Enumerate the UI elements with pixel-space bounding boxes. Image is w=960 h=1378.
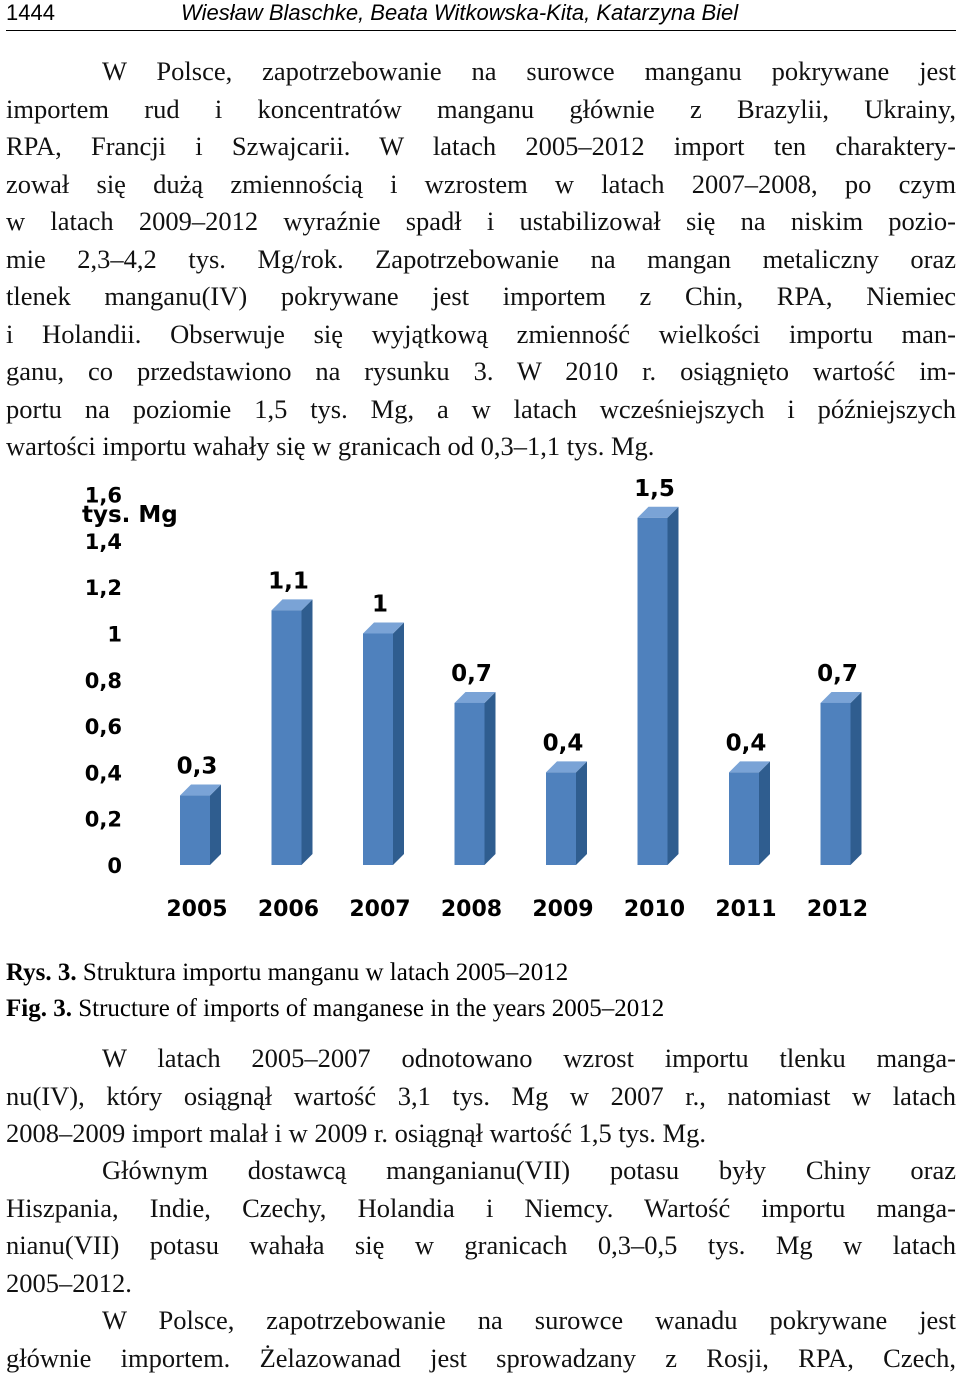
y-tick-labels <box>85 484 122 878</box>
x-tick-labels <box>166 897 868 922</box>
bar-front <box>455 703 485 865</box>
text-line: w latach 2009–2012 wyraźnie spadł i ustabilizował się na niskim pozio- <box>6 206 956 236</box>
data-label: 0,4 <box>725 730 767 757</box>
text-line: W Polsce, zapotrzebowanie na surowce wanadu pokrywane jest <box>102 1305 956 1335</box>
x-tick-label: 2005 <box>166 897 228 922</box>
data-label: 1,1 <box>268 568 309 595</box>
caption-text-english: Structure of imports of manganese in the years 2005–2012 <box>71 995 665 1022</box>
y-tick-label: 0,2 <box>84 807 122 832</box>
bar-2006 <box>268 568 312 865</box>
y-tick-label: 0,6 <box>84 715 122 740</box>
text-line: Głównym dostawcą manganianu(VII) potasu były Chiny oraz <box>102 1155 956 1185</box>
bar-2011 <box>726 730 770 865</box>
caption-english <box>6 991 956 1027</box>
text-line: RPA, Francji i Szwajcarii. W latach 2005–2012 import ten charaktery- <box>6 131 956 161</box>
data-label: 0,7 <box>451 660 492 687</box>
text-line: nu(IV), który osiągnął wartość 3,1 tys. Mg w 2007 r., natomiast w latach <box>6 1080 956 1111</box>
chart-svg <box>70 475 869 930</box>
bar-2009 <box>543 730 587 865</box>
bar-2005 <box>177 754 221 865</box>
x-tick-label: 2011 <box>715 897 777 922</box>
figure-caption <box>6 955 956 1027</box>
page-number: 1444 <box>6 0 55 25</box>
paragraph-manganese-imports <box>6 53 956 466</box>
bar-side <box>210 785 221 865</box>
bar-side <box>576 761 587 865</box>
bar-chart-manganese-imports <box>70 475 869 930</box>
y-tick-label: 0,4 <box>84 761 122 786</box>
bar-side <box>668 507 679 865</box>
text-line: W latach 2005–2007 odnotowano wzrost importu tlenku manga- <box>102 1043 956 1073</box>
text-line: 2008–2009 import malał i w 2009 r. osiągnął wartość 1,5 tys. Mg. <box>6 1118 706 1148</box>
bars <box>177 476 862 865</box>
text-line: nianu(VII) potasu wahała się w granicach 0,3–0,5 tys. Mg w latach <box>6 1230 956 1260</box>
x-tick-label: 2006 <box>257 897 320 922</box>
paragraph-vanadium <box>6 1302 956 1377</box>
bar-2008 <box>451 661 495 865</box>
bar-front <box>272 610 302 865</box>
paragraph-manganese-oxide <box>6 1040 956 1153</box>
text-line: zował się dużą zmiennością i wzrostem w latach 2007–2008, po czym <box>6 168 956 199</box>
y-tick-label: 1,2 <box>84 576 122 601</box>
y-tick-label: 1,6 <box>84 483 122 508</box>
data-label: 1,5 <box>634 475 675 502</box>
y-tick-label: 1 <box>107 622 122 647</box>
x-tick-label: 2012 <box>806 897 869 922</box>
bar-front <box>638 518 668 865</box>
text-line: portu na poziomie 1,5 tys. Mg, a w latach wcześniejszych i późniejszych <box>6 393 956 424</box>
y-tick-label: 1,4 <box>84 529 122 554</box>
data-label: 0,4 <box>542 730 584 757</box>
bar-front <box>821 703 851 865</box>
text-line: wartości importu wahały się w granicach od 0,3–1,1 tys. Mg. <box>6 431 655 461</box>
x-tick-label: 2010 <box>623 897 686 922</box>
data-label: 0,3 <box>176 753 218 780</box>
caption-polish <box>6 955 956 991</box>
x-tick-label: 2008 <box>440 897 503 922</box>
caption-label-rys: Rys. 3. <box>6 959 77 986</box>
bar-side <box>302 599 313 865</box>
text-line: 2005–2012. <box>6 1267 132 1298</box>
running-header <box>6 0 956 31</box>
text-line: Hiszpania, Indie, Czechy, Holandia i Niemcy. Wartość importu manga- <box>6 1192 956 1223</box>
bar-side <box>851 692 862 865</box>
bar-front <box>729 772 759 865</box>
bar-2010 <box>634 476 678 865</box>
text-line: W Polsce, zapotrzebowanie na surowce manganu pokrywane jest <box>102 56 956 86</box>
text-line: mie 2,3–4,2 tys. Mg/rok. Zapotrzebowanie na mangan metaliczny oraz <box>6 243 956 274</box>
x-tick-label: 2007 <box>349 897 411 922</box>
bar-side <box>759 761 770 865</box>
text-line: ganu, co przedstawiono na rysunku 3. W 2010 r. osiągnięto wartość im- <box>6 356 956 386</box>
bar-side <box>485 692 496 865</box>
text-line: i Holandii. Obserwuje się wyjątkową zmienność wielkości importu man- <box>6 318 956 349</box>
y-tick-label: 0,8 <box>84 668 122 693</box>
bar-front <box>546 772 576 865</box>
header-authors: Wiesław Blaschke, Beata Witkowska-Kita, Katarzyna Biel <box>181 0 739 25</box>
paragraph-permanganate <box>6 1152 956 1302</box>
text-line: głównie importem. Żelazowanad jest sprowadzany z Rosji, RPA, Czech, <box>6 1342 956 1373</box>
caption-text-polish: Struktura importu manganu w latach 2005–2012 <box>76 959 569 986</box>
bar-side <box>393 623 404 866</box>
data-label: 0,7 <box>817 660 858 687</box>
bar-front <box>363 634 393 866</box>
y-tick-label: 0 <box>107 854 122 878</box>
y-axis-unit-label: tys. Mg <box>82 502 178 528</box>
bar-2007 <box>363 592 404 866</box>
text-line: importem rud i koncentratów manganu głównie z Brazylii, Ukrainy, <box>6 93 956 124</box>
data-label: 1 <box>371 591 389 618</box>
bar-front <box>180 796 210 865</box>
x-tick-label: 2009 <box>532 897 594 922</box>
text-line: tlenek manganu(IV) pokrywane jest importem z Chin, RPA, Niemiec <box>6 281 956 311</box>
caption-label-fig: Fig. 3. <box>6 995 72 1022</box>
bar-2012 <box>817 661 861 865</box>
